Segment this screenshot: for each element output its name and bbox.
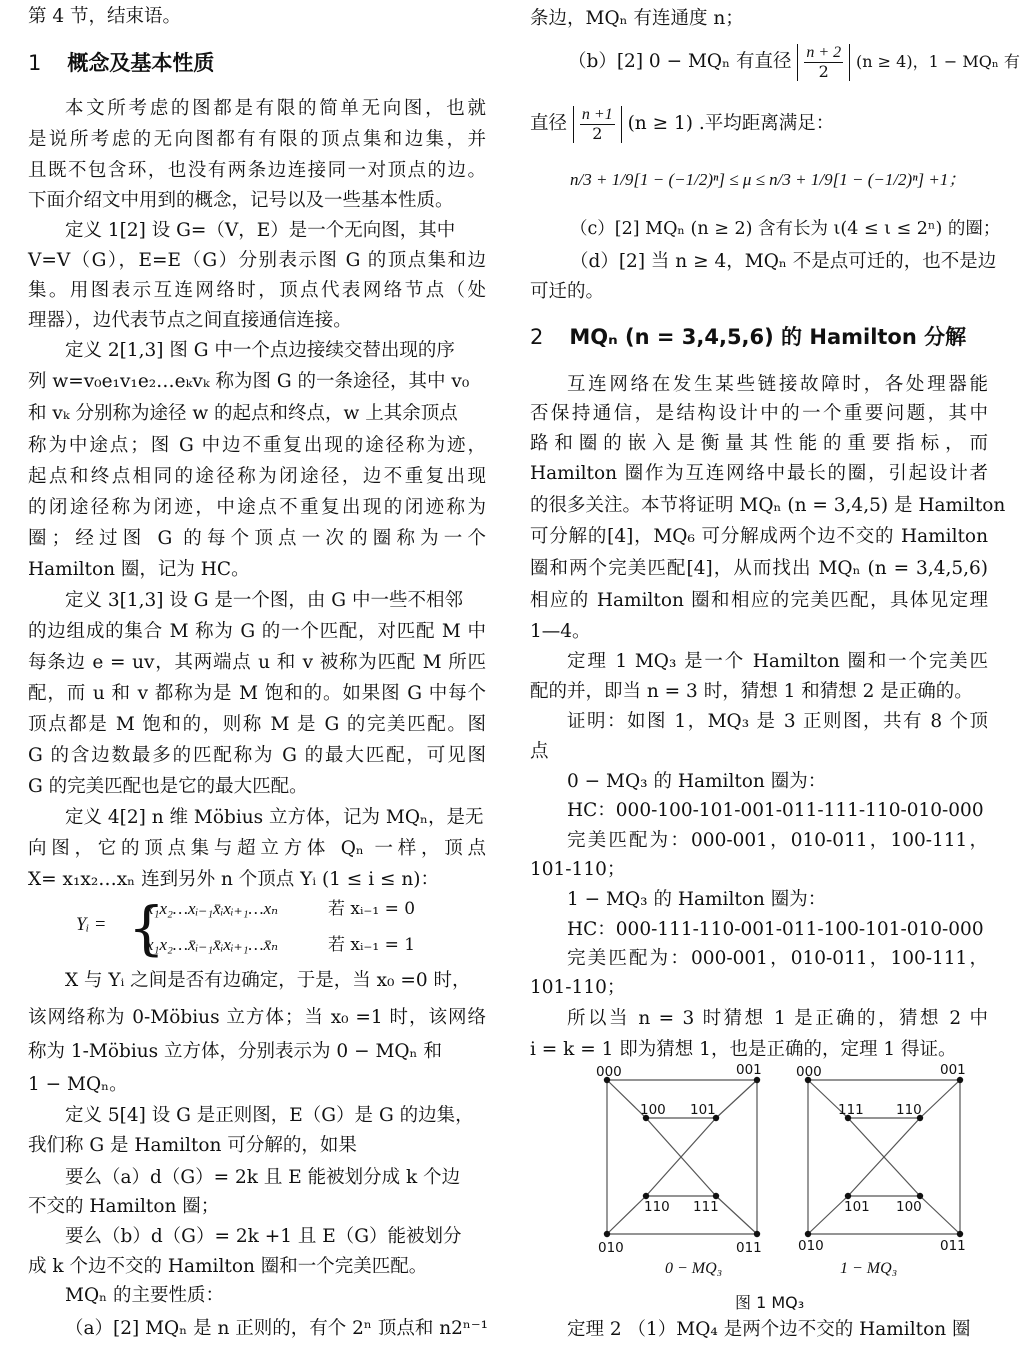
definition-line: 集。用图表示互连网络时，顶点代表网络节点（处 bbox=[28, 280, 486, 301]
property-b-line2 bbox=[530, 102, 834, 146]
paragraph-line: 圈和两个完美匹配[4]，从而找出 MQₙ (n = 3,4,5,6) bbox=[530, 558, 988, 579]
paragraph-line: 相应的 Hamilton 圈和相应的完美匹配，具体见定理 bbox=[530, 590, 988, 611]
graph-1-mq3 bbox=[808, 1080, 960, 1234]
vertex-label: 011 bbox=[736, 1240, 762, 1256]
definition-line: 每条边 e = uv，其两端点 u 和 v 被称为匹配 M 所匹 bbox=[28, 652, 486, 673]
definition-line: 定义 2[1,3] 图 G 中一个点边接续交替出现的序 bbox=[65, 340, 455, 361]
average-distance-inequality: n/3 + 1/9[1 − (−1/2)ⁿ] ≤ μ ≤ n/3 + 1/9[1 − (−1/2)ⁿ] +1； bbox=[570, 170, 966, 189]
condition-line: 成 k 个边不交的 Hamilton 圈和一个完美匹配。 bbox=[28, 1256, 428, 1277]
hamilton-cycle: HC：000-100-101-001-011-111-110-010-000 bbox=[567, 800, 984, 821]
denominator: 2 bbox=[818, 61, 829, 81]
vertex-label: 111 bbox=[693, 1199, 719, 1215]
definition-line: X 与 Yᵢ 之间是否有边确定，于是，当 x₀ =0 时， bbox=[65, 970, 471, 991]
definition-line: 和 vₖ 分别称为途径 w 的起点和终点，w 上其余顶点 bbox=[28, 403, 458, 424]
numerator: n +1 bbox=[581, 105, 613, 123]
property-line: （d）[2] 当 n ≥ 4，MQₙ 不是点可迁的，也不是边 bbox=[570, 251, 997, 272]
denominator: 2 bbox=[592, 123, 603, 143]
properties-title: MQₙ 的主要性质： bbox=[65, 1285, 224, 1306]
definition-line: V=V（G），E=E（G）分别表示图 G 的顶点集和边 bbox=[28, 250, 486, 271]
definition-line: 理器），边代表节点之间直接通信连接。 bbox=[28, 310, 352, 331]
definition-line: 配，而 u 和 v 都称为是 M 饱和的。如果图 G 中每个 bbox=[28, 683, 486, 704]
vertex-label: 011 bbox=[940, 1238, 966, 1254]
theorem-line: 配的并，即当 n = 3 时，猜想 1 和猜想 2 是正确的。 bbox=[530, 681, 973, 702]
definition-line: G 的完美匹配也是它的最大匹配。 bbox=[28, 776, 308, 797]
definition-line: 的闭途径称为闭迹，中途点不重复出现的闭迹称为 bbox=[28, 497, 486, 518]
hamilton-cycle-title: 1 − MQ₃ 的 Hamilton 圈为： bbox=[567, 889, 827, 910]
paragraph-line: 是说所考虑的无向图都有有限的顶点集和边集，并 bbox=[28, 129, 486, 150]
theorem-line: 定理 1 MQ₃ 是一个 Hamilton 圈和一个完美匹 bbox=[567, 651, 988, 672]
vertex-label: 001 bbox=[940, 1062, 966, 1078]
formula-condition: 若 xᵢ₋₁ = 1 bbox=[328, 935, 416, 955]
definition-line: 列 w=v₀e₁v₁e₂…eₖvₖ 称为图 G 的一条途径，其中 v₀ bbox=[28, 371, 470, 392]
property-line: 可迁的。 bbox=[530, 281, 605, 302]
paragraph-line: Hamilton 圈作为互连网络中最长的圈，引起设计者 bbox=[530, 463, 988, 484]
vertex-label: 000 bbox=[596, 1064, 622, 1080]
definition-line: 定义 4[2] n 维 Möbius 立方体，记为 MQₙ，是无 bbox=[65, 807, 484, 828]
vertex-label: 010 bbox=[598, 1240, 624, 1256]
perfect-matching: 完美匹配为：000-001，010-011，100-111， bbox=[567, 830, 988, 851]
definition-line: 定义 5[4] 设 G 是正则图，E（G）是 G 的边集， bbox=[65, 1105, 474, 1126]
condition-line: 要么（b）d（G）= 2k +1 且 E（G）能被划分 bbox=[65, 1226, 462, 1247]
paragraph-line: 否保持通信，是结构设计中的一个重要问题，其中 bbox=[530, 403, 988, 424]
vertex-label: 101 bbox=[690, 1102, 716, 1118]
text-span: (n ≥ 4)，1 − MQₙ 有 bbox=[856, 52, 1020, 71]
proof-line: 证明：如图 1，MQ₃ 是 3 正则图，共有 8 个顶 bbox=[567, 711, 988, 732]
text-line: 条边，MQₙ 有连通度 n； bbox=[530, 8, 744, 29]
paragraph-line: 可分解的[4]，MQ₆ 可分解成两个边不交的 Hamilton bbox=[530, 526, 988, 547]
text-span: 直径 bbox=[530, 113, 568, 134]
formula-case: x₁x₂…xᵢ₋₁x̄ᵢxᵢ₊₁…xₙ bbox=[146, 899, 279, 918]
property-b-line1 bbox=[568, 40, 1020, 84]
definition-line: 称为 1-Möbius 立方体，分别表示为 0 − MQₙ 和 bbox=[28, 1041, 442, 1062]
vertex-label: 100 bbox=[896, 1199, 922, 1215]
perfect-matching: 101-110； bbox=[530, 977, 626, 998]
definition-line: 定义 1[2] 设 G=（V，E）是一个无向图，其中 bbox=[65, 220, 456, 241]
section-heading-1 bbox=[28, 48, 214, 78]
conclusion-line: 所以当 n = 3 时猜想 1 是正确的，猜想 2 中 bbox=[567, 1008, 988, 1029]
vertex-label: 101 bbox=[844, 1199, 870, 1215]
graph-caption: 0 − MQ₃ bbox=[665, 1260, 723, 1277]
brace: { bbox=[128, 894, 165, 962]
vertex-label: 010 bbox=[798, 1238, 824, 1254]
vertex-label: 001 bbox=[736, 1062, 762, 1078]
numerator: n + 2 bbox=[806, 43, 842, 61]
graph-0-mq3 bbox=[607, 1080, 757, 1234]
vertex-label: 000 bbox=[796, 1064, 822, 1080]
conclusion-line: i = k = 1 即为猜想 1，也是正确的，定理 1 得证。 bbox=[530, 1039, 957, 1060]
formula-condition: 若 xᵢ₋₁ = 0 bbox=[328, 899, 416, 919]
definition-line: 顶点都是 M 饱和的，则称 M 是 G 的完美匹配。图 bbox=[28, 714, 486, 735]
vertex-label: 111 bbox=[838, 1102, 864, 1118]
section-number: 1 bbox=[28, 51, 42, 75]
ceiling-bracket bbox=[573, 106, 622, 143]
text-span: (n ≥ 1) .平均距离满足： bbox=[627, 113, 835, 134]
hamilton-cycle: HC：000-111-110-001-011-100-101-010-000 bbox=[567, 919, 984, 940]
section-heading-2 bbox=[530, 322, 966, 352]
figure-caption: 图 1 MQ₃ bbox=[735, 1293, 805, 1312]
text-line: 第 4 节，结束语。 bbox=[28, 6, 182, 27]
paragraph-line: 1—4。 bbox=[530, 621, 591, 642]
mq3-graphs bbox=[560, 1062, 990, 1292]
definition-line: 我们称 G 是 Hamilton 可分解的，如果 bbox=[28, 1135, 357, 1156]
definition-line: Hamilton 圈，记为 HC。 bbox=[28, 559, 250, 580]
proof-line: 点 bbox=[530, 741, 549, 762]
section-title: MQₙ (n = 3,4,5,6) 的 Hamilton 分解 bbox=[569, 325, 967, 349]
definition-line: 的边组成的集合 M 称为 G 的一个匹配，对匹配 M 中 bbox=[28, 621, 486, 642]
definition-line: G 的含边数最多的匹配称为 G 的最大匹配，可见图 bbox=[28, 745, 486, 766]
graph-caption: 1 − MQ₃ bbox=[840, 1260, 898, 1277]
definition-line: 向图，它的顶点集与超立方体 Qₙ 一样，顶点 bbox=[28, 838, 486, 859]
condition-line: 要么（a）d（G）= 2k 且 E 能被划分成 k 个边 bbox=[65, 1167, 461, 1188]
section-number: 2 bbox=[530, 325, 544, 349]
section-title: 概念及基本性质 bbox=[67, 51, 215, 75]
condition-line: 不交的 Hamilton 圈； bbox=[28, 1196, 220, 1217]
definition-line: 圈；经过图 G 的每个顶点一次的圈称为一个 bbox=[28, 528, 486, 549]
text-span: （b）[2] 0 − MQₙ 有直径 bbox=[568, 51, 792, 72]
ceiling-bracket bbox=[797, 44, 850, 81]
definition-line: 称为中途点；图 G 中边不重复出现的途径称为迹， bbox=[28, 435, 486, 456]
definition-line: 定义 3[1,3] 设 G 是一个图，由 G 中一些不相邻 bbox=[65, 590, 463, 611]
definition-line: 该网络称为 0-Möbius 立方体；当 x₀ =1 时，该网络 bbox=[28, 1007, 486, 1028]
definition-line: 起点和终点相同的途径称为闭途径，边不重复出现 bbox=[28, 466, 486, 487]
formula-lhs: Yᵢ = bbox=[76, 915, 107, 935]
paragraph-line: 的很多关注。本节将证明 MQₙ (n = 3,4,5) 是 Hamilton bbox=[530, 495, 1006, 516]
perfect-matching: 101-110； bbox=[530, 859, 626, 880]
paragraph-line: 路和圈的嵌入是衡量其性能的重要指标，而 bbox=[530, 433, 988, 454]
graph-0-vertices bbox=[604, 1077, 760, 1237]
definition-line: 1 − MQₙ。 bbox=[28, 1074, 128, 1095]
theorem-line: 定理 2 （1）MQ₄ 是两个边不交的 Hamilton 圈 bbox=[567, 1319, 971, 1340]
paragraph-line: 下面介绍文中用到的概念，记号以及一些基本性质。 bbox=[28, 190, 454, 211]
paragraph-line: 本文所考虑的图都是有限的简单无向图，也就 bbox=[65, 98, 486, 119]
definition-line: X= x₁x₂…xₙ 连到另外 n 个顶点 Yᵢ (1 ≤ i ≤ n)： bbox=[28, 869, 440, 890]
property-line: （a）[2] MQₙ 是 n 正则的，有个 2ⁿ 顶点和 n2ⁿ⁻¹ bbox=[65, 1318, 489, 1339]
vertex-label: 110 bbox=[896, 1102, 922, 1118]
fraction bbox=[804, 44, 843, 81]
hamilton-cycle-title: 0 − MQ₃ 的 Hamilton 圈为： bbox=[567, 771, 827, 792]
property-line: （c）[2] MQₙ (n ≥ 2) 含有长为 ι(4 ≤ ι ≤ 2ⁿ) 的圈； bbox=[570, 219, 1001, 239]
paragraph-line: 且既不包含环，也没有两条边连接同一对顶点的边。 bbox=[28, 160, 486, 181]
perfect-matching: 完美匹配为：000-001，010-011，100-111， bbox=[567, 948, 988, 969]
paragraph-line: 互连网络在发生某些链接故障时，各处理器能 bbox=[567, 374, 988, 395]
formula-case: x₁x₂…x̄ᵢ₋₁x̄ᵢxᵢ₊₁…x̄ₙ bbox=[146, 935, 279, 954]
fraction bbox=[580, 106, 615, 143]
vertex-label: 100 bbox=[640, 1102, 666, 1118]
vertex-label: 110 bbox=[644, 1199, 670, 1215]
